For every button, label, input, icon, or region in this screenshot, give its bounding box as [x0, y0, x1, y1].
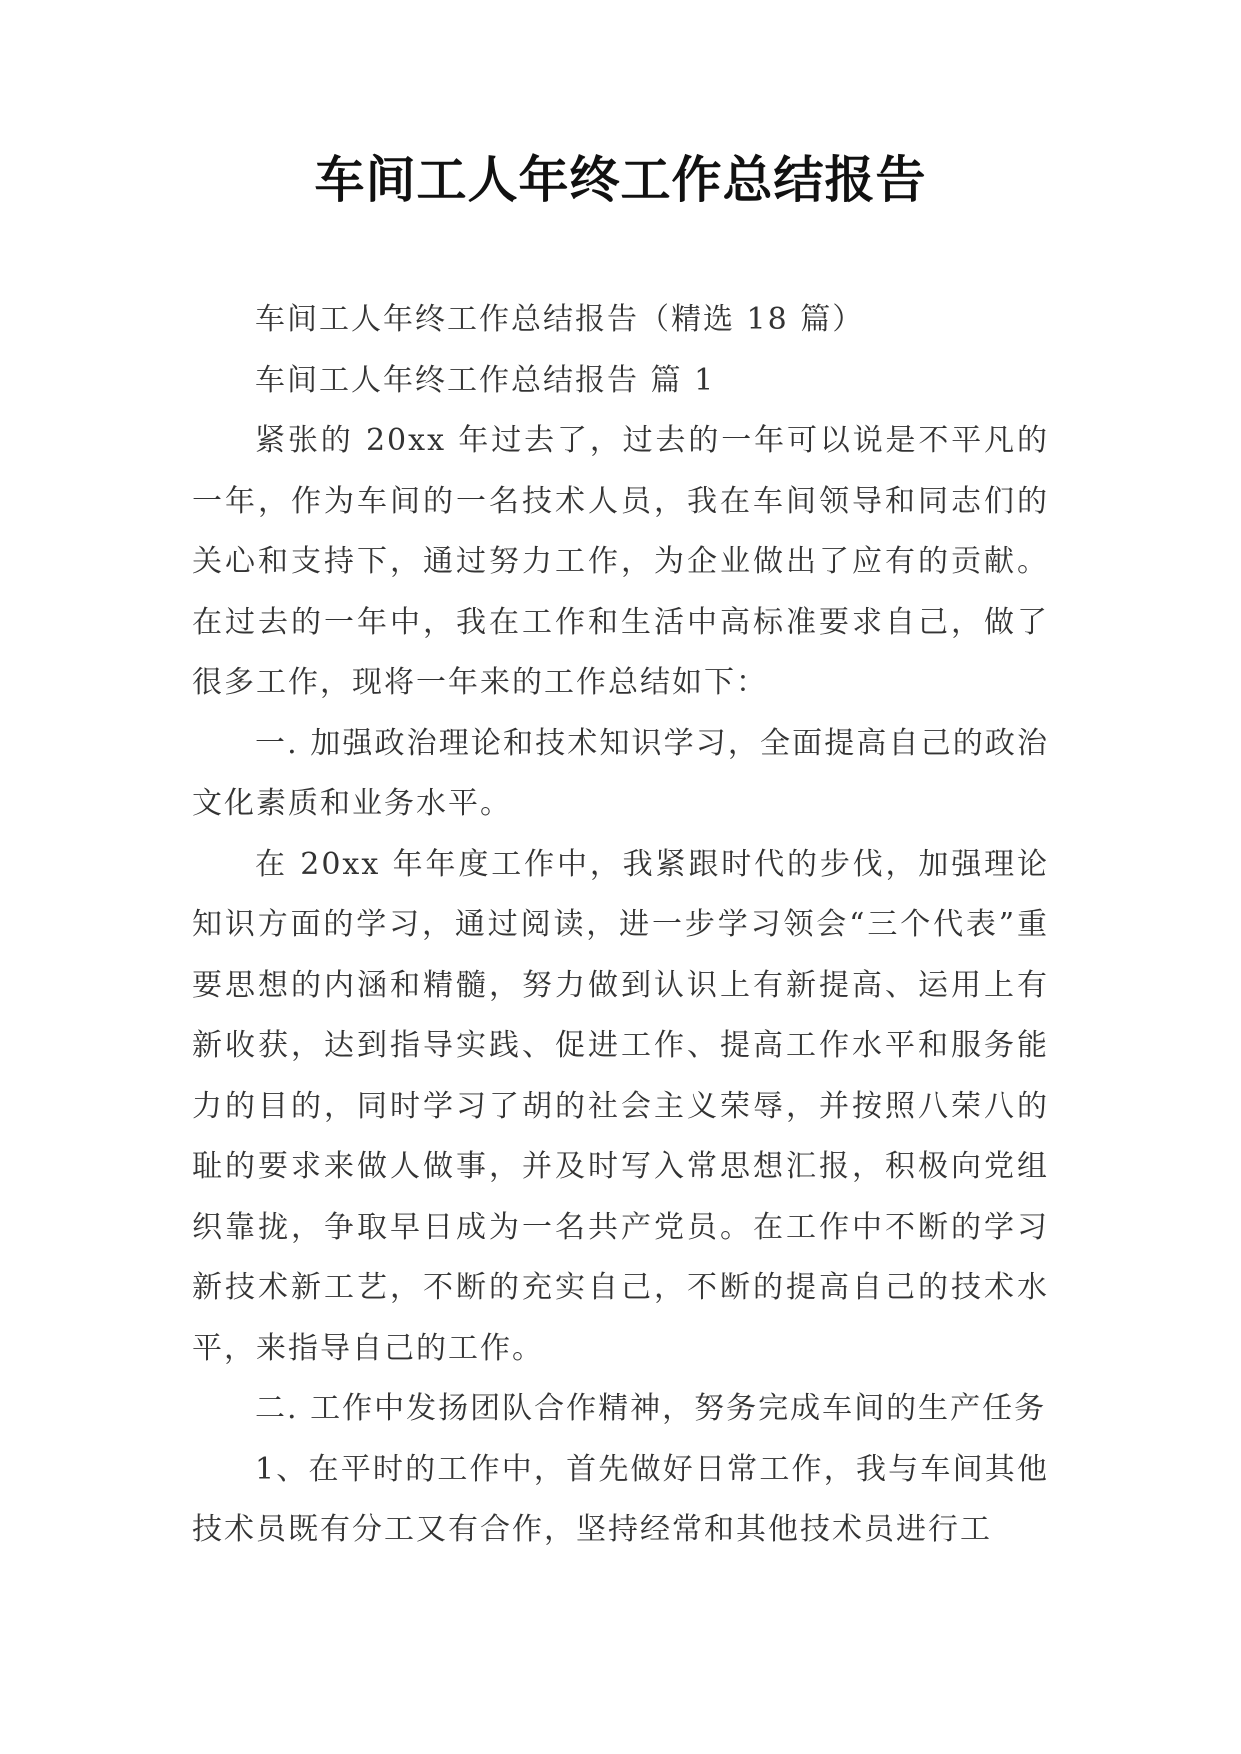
document-title: 车间工人年终工作总结报告: [314, 150, 927, 209]
subtitle-paragraph: 车间工人年终工作总结报告（精选 18 篇）: [255, 302, 865, 337]
body-paragraph: 一. 加强政治理论和技术知识学习，全面提高自己的政治文化素质和业务水平。: [192, 725, 1049, 821]
body-paragraph: 在 20xx 年年度工作中，我紧跟时代的步伐，加强理论知识方面的学习，通过阅读，进一步学习领会“三个代表”重要思想的内涵和精髓，努力做到认识上有新提高、运用上有新收获，达到指导实践、促进工作、提高工作水平和服务能力的目的，同时学习了胡的社会主义荣辱，并按照八荣八的耻的要求来做人做事，并及时写入常思想汇报，积极向党组织靠拢，争取早日成为一名共产党员。在工作中不断的学习新技术新工艺，不断的充实自己，不断的提高自己的技术水平，来指导自己的工作。: [192, 846, 1049, 1366]
body-paragraph: 紧张的 20xx 年过去了，过去的一年可以说是不平凡的一年，作为车间的一名技术人员，我在车间领导和同志们的关心和支持下，通过努力工作，为企业做出了应有的贡献。在过去的一年中，我在工作和生活中高标准要求自己，做了很多工作，现将一年来的工作总结如下：: [192, 423, 1049, 700]
body-paragraph: 二. 工作中发扬团队合作精神，努务完成车间的生产任务: [255, 1391, 1047, 1426]
body-paragraph: 1、在平时的工作中，首先做好日常工作，我与车间其他技术员既有分工又有合作，坚持经常和其他技术员进行工: [192, 1451, 1049, 1547]
document-body: [192, 290, 1049, 1561]
section-heading-paragraph: 车间工人年终工作总结报告 篇 1: [255, 362, 716, 398]
